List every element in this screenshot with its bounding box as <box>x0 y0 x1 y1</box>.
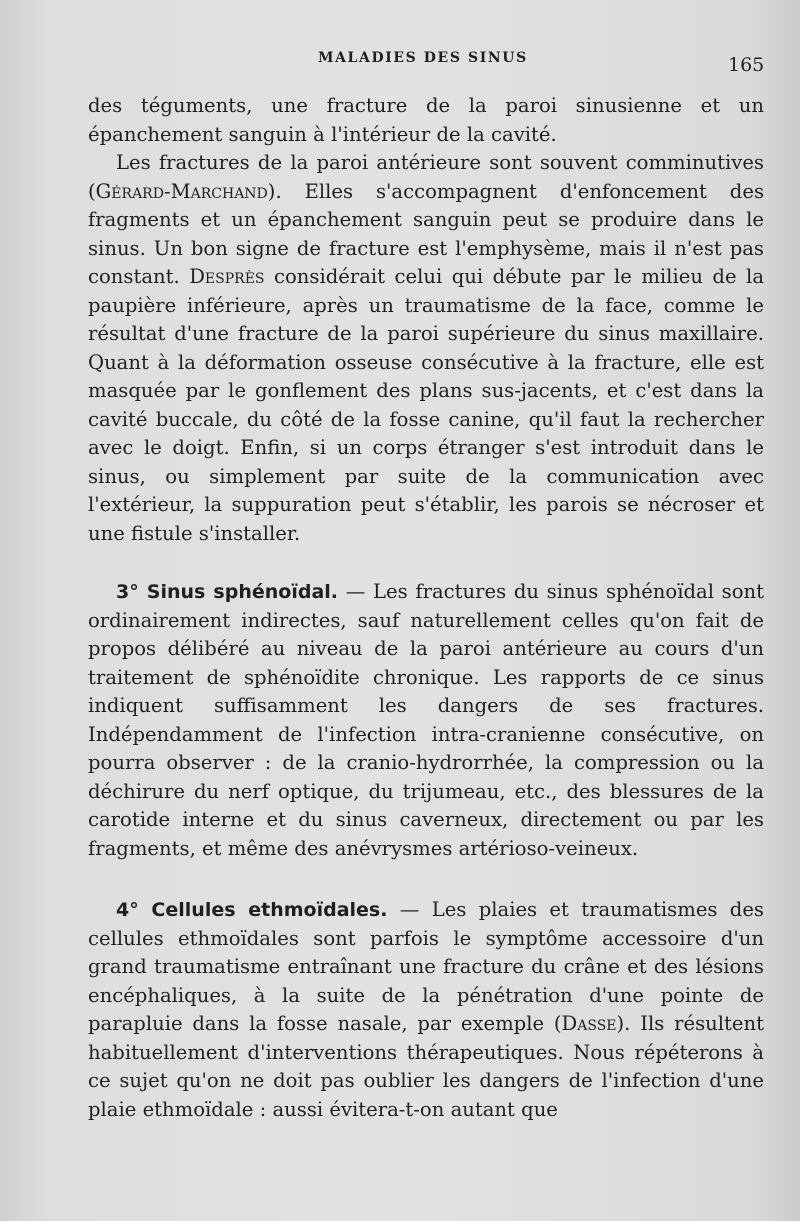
section-heading: 3° Sinus sphénoïdal. <box>116 581 339 603</box>
paragraph-text: — Les fractures du sinus sphénoïdal sont ordinairement indirectes, sauf naturellement celles qu'on fait de propos délibéré au niveau de la paroi antérieure au cours d'un traitement de sphénoïdite chronique. Les rapports de ce sinus indiquent suffisamment les dangers de ses fractures. Indépendamment de l'infection intra-cranienne consécutive, on pourra observer : de la cranio-hydrorrhée, la compression ou la déchirure du nerf optique, du trijumeau, etc., des blessures de la carotide interne et du sinus caverneux, directement ou par les fragments, et même des anévrysmes artérioso-veineux. <box>88 580 765 860</box>
page-number: 165 <box>728 54 765 76</box>
paragraph-text: des téguments, une fracture de la paroi sinusienne et un épanchement sanguin à l'intérieur de la cavité. <box>88 94 764 146</box>
page-header <box>0 50 800 76</box>
body-text <box>88 92 764 1124</box>
section-cellules-ethmoidales <box>88 896 764 1124</box>
paragraph-text: ). Elles s'accompagnent d'enfoncement des fragments et un épanchement sanguin peut se produire dans le sinus. Un bon signe de fracture est l'emphysème, mais il n'est pas constant. <box>88 179 764 288</box>
paragraph-fractures-anterior <box>88 149 764 548</box>
paragraph-text: Les fractures de la paroi antérieure sont souvent comminutives ( <box>88 151 764 203</box>
section-sinus-sphenoidal <box>88 578 764 863</box>
paragraph-text: considérait celui qui débute par le milieu de la paupière inférieure, après un traumatisme de la face, comme le résultat d'une fracture de la paroi supérieure du sinus maxillaire. Quant à la déformation osseuse consécutive à la fracture, elle est masquée par le gonflement des plans sus-jacents, et c'est dans la cavité buccale, du côté de la fosse canine, qu'il faut la rechercher avec le doigt. Enfin, si un corps étranger s'est introduit dans le sinus, ou simplement par suite de la communication avec l'extérieur, la suppuration peut s'établir, les parois se nécroser et une fistule s'installer. <box>88 265 764 545</box>
paragraph-continuation <box>88 92 764 149</box>
author-name: Desprès <box>189 265 265 288</box>
author-name: Gérard-Marchand <box>95 179 268 203</box>
paragraph-text: ). Ils résultent habituellement d'interventions thérapeutiques. Nous répéterons à ce sujet qu'on ne doit pas oublier les dangers de l'infection d'une plaie ethmoïdale : aussi évitera-t-on autant que <box>88 1012 764 1121</box>
author-name: Dasse <box>561 1012 617 1035</box>
paragraph-text: — Les plaies et traumatismes des cellules ethmoïdales sont parfois le symptôme accessoire d'un grand traumatisme entraînant une fracture du crâne et des lésions encéphaliques, à la suite de la pénétration d'une pointe de parapluie dans la fosse nasale, par exemple ( <box>88 898 764 1035</box>
section-heading: 4° Cellules ethmoïdales. <box>116 899 388 921</box>
running-head: MALADIES DES SINUS <box>318 50 528 66</box>
